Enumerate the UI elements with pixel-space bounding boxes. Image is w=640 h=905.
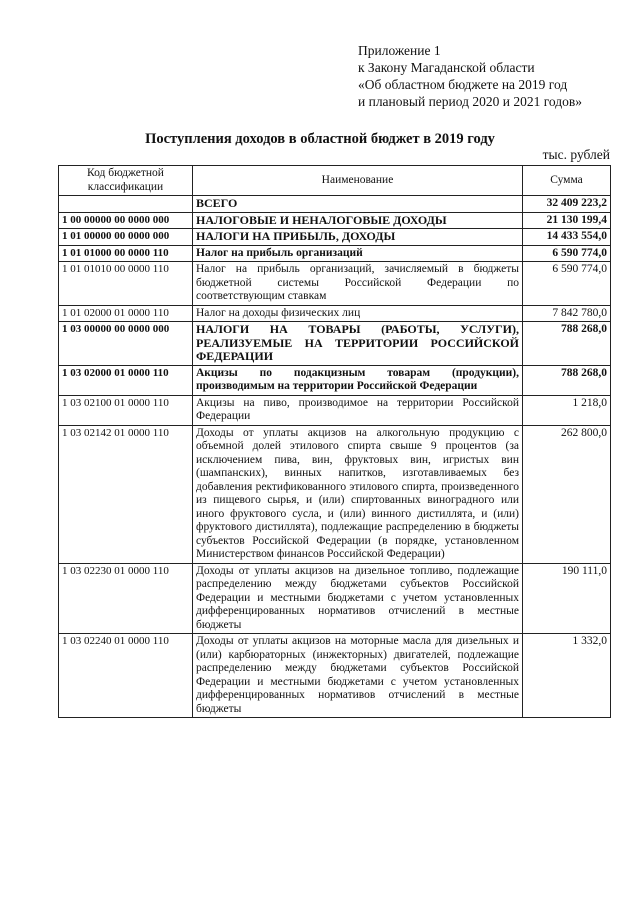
table-row <box>59 305 611 322</box>
row-code: 1 03 02000 01 0000 110 <box>59 365 193 395</box>
row-name: НАЛОГИ НА ПРИБЫЛЬ, ДОХОДЫ <box>193 229 523 246</box>
row-sum: 21 130 199,4 <box>523 212 611 229</box>
row-sum: 6 590 774,0 <box>523 262 611 306</box>
table-row <box>59 196 611 213</box>
row-name: Акцизы по подакцизным товарам (продукции), производимым на территории Российской Федерации <box>193 365 523 395</box>
table-row <box>59 365 611 395</box>
row-code: 1 01 01010 00 0000 110 <box>59 262 193 306</box>
units-label: тыс. рублей <box>542 147 610 162</box>
row-code: 1 01 00000 00 0000 000 <box>59 229 193 246</box>
table-row <box>59 425 611 563</box>
row-sum: 1 332,0 <box>523 634 611 718</box>
row-code: 1 00 00000 00 0000 000 <box>59 212 193 229</box>
table-row <box>59 322 611 366</box>
row-sum: 7 842 780,0 <box>523 305 611 322</box>
row-code: 1 01 02000 01 0000 110 <box>59 305 193 322</box>
row-code: 1 01 01000 00 0000 110 <box>59 245 193 262</box>
row-name: Доходы от уплаты акцизов на дизельное топливо, подлежащие распределению между бюджетами субъектов Российской Федерации и местными бюджетами с учетом установленных дифференцированных нормативов отчислений в местные бюджеты <box>193 563 523 634</box>
row-sum: 14 433 554,0 <box>523 229 611 246</box>
row-name: НАЛОГОВЫЕ И НЕНАЛОГОВЫЕ ДОХОДЫ <box>193 212 523 229</box>
row-sum: 262 800,0 <box>523 425 611 563</box>
table-row <box>59 563 611 634</box>
appendix-line: Приложение 1 <box>358 43 441 58</box>
table-row <box>59 262 611 306</box>
table-row <box>59 634 611 718</box>
row-code: 1 03 02100 01 0000 110 <box>59 395 193 425</box>
header-code: Код бюджетной классификации <box>59 166 193 196</box>
row-name: Налог на прибыль организаций <box>193 245 523 262</box>
appendix-header <box>358 42 582 110</box>
appendix-line: к Закону Магаданской области <box>358 60 535 75</box>
row-name: НАЛОГИ НА ТОВАРЫ (РАБОТЫ, УСЛУГИ), РЕАЛИЗУЕМЫЕ НА ТЕРРИТОРИИ РОССИЙСКОЙ ФЕДЕРАЦИИ <box>193 322 523 366</box>
row-name: ВСЕГО <box>193 196 523 213</box>
row-sum: 788 268,0 <box>523 365 611 395</box>
row-sum: 190 111,0 <box>523 563 611 634</box>
row-code: 1 03 02142 01 0000 110 <box>59 425 193 563</box>
table-row <box>59 229 611 246</box>
revenue-table <box>58 165 611 718</box>
table-row <box>59 212 611 229</box>
header-name: Наименование <box>193 166 523 196</box>
row-name: Доходы от уплаты акцизов на моторные масла для дизельных и (или) карбюраторных (инжекторных) двигателей, подлежащие распределению между бюджетами субъектов Российской Федерации и местными бюджетами с учетом установленных дифференцированных нормативов отчислений в местные бюджеты <box>193 634 523 718</box>
row-code: 1 03 02230 01 0000 110 <box>59 563 193 634</box>
row-name: Доходы от уплаты акцизов на алкогольную продукцию с объемной долей этилового спирта свыше 9 процентов (за исключением пива, вин, фруктовых вин, игристых вин (шампанских), винных напитков, изготавливаемых без добавления ректификованного этилового спирта, произведенного из пищевого сырья, и (или) спиртованных виноградного или иного фруктового сусла, и (или) винного дистиллята, и (или) фруктового дистиллята), подлежащие распределению в бюджеты субъектов Российской Федерации (в порядке, установленном Министерством финансов Российской Федерации) <box>193 425 523 563</box>
row-sum: 32 409 223,2 <box>523 196 611 213</box>
row-name: Налог на доходы физических лиц <box>193 305 523 322</box>
document-title: Поступления доходов в областной бюджет в 2019 году <box>145 131 495 147</box>
header-sum: Сумма <box>523 166 611 196</box>
table-header-row <box>59 166 611 196</box>
row-code: 1 03 02240 01 0000 110 <box>59 634 193 718</box>
row-name: Акцизы на пиво, производимое на территории Российской Федерации <box>193 395 523 425</box>
row-sum: 6 590 774,0 <box>523 245 611 262</box>
row-sum: 1 218,0 <box>523 395 611 425</box>
row-name: Налог на прибыль организаций, зачисляемый в бюджеты бюджетной системы Российской Федерации по соответствующим ставкам <box>193 262 523 306</box>
row-code <box>59 196 193 213</box>
appendix-line: и плановый период 2020 и 2021 годов» <box>358 94 583 109</box>
row-code: 1 03 00000 00 0000 000 <box>59 322 193 366</box>
appendix-line: «Об областном бюджете на 2019 год <box>358 77 568 92</box>
row-sum: 788 268,0 <box>523 322 611 366</box>
table-row <box>59 395 611 425</box>
table-row <box>59 245 611 262</box>
